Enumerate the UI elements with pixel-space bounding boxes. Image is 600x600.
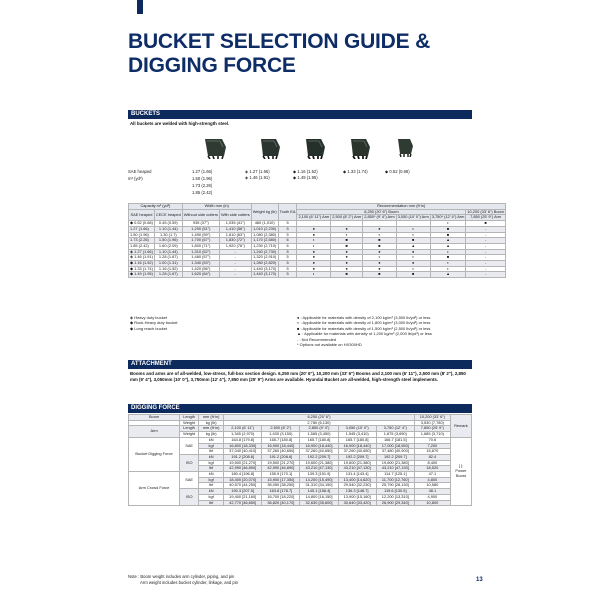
bucket-table-cell: ■ [396, 238, 430, 244]
bucket-cap-rock2: ◆ 1.33 (1.74) [343, 169, 368, 174]
force-cell: 42,770 [46,650] [224, 500, 262, 506]
legend-not-rec: - : Not Recommended [297, 336, 337, 342]
th-capacity: Capacity m³ (yd³) [129, 204, 183, 210]
force-cell: 163.8 [178.7] [262, 489, 300, 495]
th-boom-6250: 6,250 (20' 6") Boom [297, 209, 466, 215]
force-cell: 10,580 [414, 483, 450, 489]
bucket-table [128, 203, 506, 278]
bucket-table-cell: 5 [278, 272, 297, 278]
force-cell: 18,520 [414, 466, 450, 472]
bucket-table-cell: ● [396, 249, 430, 255]
force-cell: 36,820 [40,170] [262, 500, 300, 506]
bucket-cap-2: 1.50 (1.96) [192, 176, 213, 181]
bucket-table-cell: 1,240 (2,730) [253, 248, 277, 254]
arm-weight: 1,565 (3,450) [300, 432, 338, 438]
digging-table [128, 414, 472, 506]
bucket-sae-label: SAE heaped [128, 169, 152, 174]
force-cell: kgf [199, 460, 224, 466]
bucket-rock-heavy-duty-2 [340, 137, 380, 159]
force-cell: kgf [199, 477, 224, 483]
arm-length: 2,850 (9' 4") [300, 426, 338, 432]
bucket-table-row [129, 272, 506, 278]
force-cell: 19,600 [21,380] [376, 460, 414, 466]
legend-2100: ● : Applicable for materials with density of 2,100 kg/m³ (3,500 lb/yd³) or less [297, 315, 431, 320]
bucket-table-cell: - [466, 226, 506, 232]
bucket-cap-rock: ◆ 1.16 (1.52) ◆ 1.49 (1.95) [293, 169, 318, 180]
bucket-table-cell: 1,830 (72") [219, 238, 251, 244]
bucket-table-cell: - [219, 266, 251, 272]
bucket-table-cell: ◐ [297, 272, 331, 278]
force-cell: 48.1 [414, 489, 450, 495]
th-arm: 2,100 (6' 11") Arm [298, 214, 330, 220]
bucket-table-cell: ● [297, 232, 331, 238]
force-cell: 32,630 [35,600] [300, 500, 338, 506]
bucket-table-cell: ◆ 1.16 (1.52) [130, 260, 153, 266]
arm-label: Arm [129, 426, 180, 437]
bucket-table-cell: ■ [430, 226, 466, 232]
digging-section-header: DIGGING FORCE [128, 404, 472, 413]
bucket-table-cell: - [466, 255, 506, 261]
force-cell: 114.7 [125.1] [376, 472, 414, 478]
force-cell: 8,400 [414, 460, 450, 466]
force-cell: 37,040 [40,410] [224, 449, 262, 455]
weight-label: Weight [180, 420, 199, 426]
bucket-table-cell: 5 [278, 221, 297, 227]
force-cell: kN [199, 489, 224, 495]
bucket-table-cell: 5 [278, 226, 297, 232]
bucket-table-cell: ■ [466, 221, 506, 227]
bucket-images [195, 137, 465, 165]
force-cell: 26,900 [29,340] [376, 500, 414, 506]
bucket-table-cell: 5 [278, 261, 297, 267]
bucket-table-cell: - [466, 266, 506, 272]
bucket-table-cell: 1,440 (3,170) [253, 265, 277, 271]
force-cell: 190.3 [207.5] [224, 489, 262, 495]
force-cell: lbf [199, 449, 224, 455]
force-cell: kN [199, 437, 224, 443]
bucket-table-cell: 1,610 (63") [219, 232, 251, 238]
bucket-table-cell: ● [297, 226, 331, 232]
force-cell: 29,540 [32,230] [338, 483, 376, 489]
force-standard: SAE [180, 437, 199, 454]
force-cell: 136.3 [148.7] [338, 489, 376, 495]
arm-length: 3,050 (10' 0") [338, 426, 376, 432]
bucket-table-cell: 1,340 (53") [182, 261, 219, 267]
th-arm: 3,050 (10' 0") Arm [397, 214, 429, 220]
force-cell: 13,900 [15,160] [338, 494, 376, 500]
buckets-note: All buckets are welded with high-strength steel. [130, 121, 230, 126]
force-cell: 25,790 [28,130] [376, 483, 414, 489]
force-cell: 155.9 [170.1] [262, 472, 300, 478]
bucket-table-cell: ◐ [396, 255, 430, 261]
bucket-table-cell: 1,280 (2,820) [253, 260, 277, 266]
unit-mm: mm (ft·in) [199, 426, 224, 432]
force-cell: 82.4 [414, 454, 450, 460]
force-cell: 43,210 [47,130] [376, 466, 414, 472]
force-cell: 37,260 [40,650] [338, 449, 376, 455]
th-tooth: Tooth EA [278, 204, 297, 221]
force-cell: 14,800 [16,150] [300, 494, 338, 500]
bucket-table-cell: ● [363, 261, 396, 267]
bucket-table-cell: ● [331, 249, 363, 255]
bucket-table-cell: ● [363, 226, 396, 232]
footnote-1: Note : Boom weight includes arm cylinder, piping, and pin [128, 574, 235, 579]
bucket-table-cell: ◆ 0.52 (0.68) [130, 220, 153, 226]
force-cell: 16,800 [18,330] [224, 443, 262, 449]
force-cell: 16,700 [18,220] [262, 494, 300, 500]
force-cell: 19,600 [21,380] [300, 460, 338, 466]
bucket-table-cell: 1.28 (1.67) [154, 255, 182, 261]
bucket-table-cell: 1,010 (2,230) [253, 225, 277, 231]
bucket-table-cell: ■ [331, 238, 363, 244]
bucket-table-cell: ● [363, 249, 396, 255]
bucket-table-cell: ■ [363, 238, 396, 244]
bucket-table-cell: ■ [363, 272, 396, 278]
legend-options: * Options not available on HX300HD [297, 342, 362, 348]
force-cell: 30,640 [33,420] [338, 500, 376, 506]
bucket-table-cell: 1,700 (67") [182, 238, 219, 244]
force-cell: 165.7 [180.8] [262, 437, 300, 443]
bucket-table-cell: 1.73 (2.26) [129, 238, 155, 244]
bucket-cap-4: 1.85 (2.42) [192, 190, 213, 195]
force-cell: 11,700 [12,760] [376, 477, 414, 483]
legend-rock: ◆ Rock-Heavy duty bucket [130, 320, 178, 326]
bucket-table-cell: 1.27 (1.66) [129, 226, 155, 232]
bucket-cap-1: 1.27 (1.66) [192, 169, 213, 174]
force-cell: 13,400 [14,620] [338, 477, 376, 483]
bucket-table-cell: ● [297, 249, 331, 255]
force-cell: lbf [199, 483, 224, 489]
force-cell: 4,800 [414, 477, 450, 483]
bucket-unit-label: m³ (yd³) [128, 176, 143, 181]
length-label: Length [180, 426, 199, 432]
arm-weight: 1,430 (3,150) [262, 432, 300, 438]
bucket-table-cell: 5 [278, 249, 297, 255]
force-cell: 164.8 [179.8] [224, 437, 262, 443]
force-cell: 131.4 [143.4] [338, 472, 376, 478]
bucket-table-cell: ● [297, 266, 331, 272]
bucket-table-cell: 1.28 (1.67) [154, 272, 182, 278]
bucket-table-cell: 1.00 (1.31) [154, 261, 182, 267]
bucket-table-cell: 1,620 (64") [182, 272, 219, 278]
bucket-cap-heavy: ◈ 1.27 (1.66) ◈ 1.46 (1.91) [245, 169, 270, 180]
bucket-table-cell: ◈ 1.27 (1.66) [130, 248, 153, 254]
bucket-table-cell: ■ [363, 243, 396, 249]
force-cell: 145.1 [158.4] [300, 489, 338, 495]
legend-1200: ▲ : Applicable for materials with density of 1,200 kg/m³ (2,000 lb/yd³) or less [297, 331, 432, 337]
bucket-table-cell: ■ [396, 272, 430, 278]
bucket-table-cell: 1.10 (1.44) [154, 226, 182, 232]
boom-10200: 10,200 (33' 6") [414, 415, 450, 421]
boom-6250: 6,250 (20' 6") [224, 415, 415, 421]
bucket-table-cell: - [219, 249, 251, 255]
force-cell: 43,210 [47,130] [338, 466, 376, 472]
force-cell: 35,050 [38,250] [262, 483, 300, 489]
th-boom-10200: 10,200 (33' 6") Boom [467, 208, 504, 214]
bucket-table-cell: 1,230 (2,710) [253, 242, 277, 248]
bucket-table-cell: ● [297, 261, 331, 267]
bucket-table-cell: ■ [331, 243, 363, 249]
arm-length: 3,750 (12' 4") [376, 426, 414, 432]
title-line-2: DIGGING FORCE [128, 54, 296, 77]
bucket-table-cell: ■ [331, 272, 363, 278]
bucket-table-cell: 1,290 (51") [182, 226, 219, 232]
bucket-table-cell: 5 [278, 232, 297, 238]
force-cell: 180.4 [196.8] [224, 472, 262, 478]
bucket-table-cell: 1,410 (56") [219, 226, 251, 232]
force-cell: 37,480 [40,900] [376, 449, 414, 455]
unit-kg: kg (lb) [199, 432, 224, 438]
bucket-table-cell: ● [396, 261, 430, 267]
force-cell: 119.6 [130.5] [376, 489, 414, 495]
bucket-table-cell: - [466, 238, 506, 244]
bucket-table-cell: 1,310 (52") [182, 249, 219, 255]
bucket-table-cell: - [466, 232, 506, 238]
th-with: With side cutters [219, 209, 251, 220]
force-cell: lbf [199, 500, 224, 506]
bucket-table-cell: - [466, 243, 506, 249]
bucket-table-cell: ◐ [396, 226, 430, 232]
arm-length: 2,100 (6' 11") [224, 426, 262, 432]
bucket-table-cell: 0.45 (0.59) [154, 221, 182, 227]
bucket-table-cell: - [466, 249, 506, 255]
bucket-table-cell: 460 (1,010) [251, 221, 278, 227]
force-cell: 16,900 [18,440] [338, 443, 376, 449]
bucket-table-cell: 1.60 (2.09) [154, 243, 182, 249]
bucket-table-cell: ◐ [430, 221, 466, 227]
th-recommendation: Recommendation mm (ft·in) [297, 204, 505, 210]
page-title [128, 30, 548, 78]
bucket-table-cell: ◐ [430, 266, 466, 272]
force-standard: SAE [180, 472, 199, 489]
bucket-table-cell: 1.10 (1.44) [154, 249, 182, 255]
bucket-table-cell: ◐ [297, 243, 331, 249]
bucket-table-cell: 1.30 (1.7) [154, 232, 182, 238]
force-cell: 40,570 [44,250] [224, 483, 262, 489]
boom-weight: 2,780 (6,130) [224, 420, 415, 426]
force-standard: ISO [180, 489, 199, 506]
bucket-long-reach [385, 137, 425, 157]
force-cell: 16,900 [18,440] [300, 443, 338, 449]
force-cell: 18,400 [20,070] [224, 477, 262, 483]
force-cell: 4,900 [414, 494, 450, 500]
bucket-table-cell: ● [297, 255, 331, 261]
force-cell: 191.2 [208.6] [224, 454, 262, 460]
bucket-table-cell: 6 [278, 238, 297, 244]
bucket-table-cell: 1,800 (71") [182, 243, 219, 249]
bucket-heavy-duty [250, 137, 290, 159]
bucket-icon [303, 137, 327, 159]
th-sae: SAE heaped [129, 209, 155, 220]
force-cell: 31,310 [34,150] [300, 483, 338, 489]
force-cell: 17,000 [18,550] [376, 443, 414, 449]
bucket-table-cell: ▲ [396, 243, 430, 249]
force-cell: kgf [199, 494, 224, 500]
force-cell: 165.7 [180.8] [338, 437, 376, 443]
bucket-table-cell: ■ [430, 255, 466, 261]
bucket-table-cell: ◐ [363, 232, 396, 238]
force-cell: 37,260 [40,650] [300, 449, 338, 455]
force-cell: kN [199, 472, 224, 478]
top-bar [0, 0, 600, 14]
bucket-table-cell: - [466, 261, 506, 267]
bucket-table-cell: ▲ [430, 238, 466, 244]
legend-long: ◆ Long reach bucket [130, 325, 168, 331]
bucket-table-cell: 1,035 (41") [219, 221, 251, 227]
bucket-table-cell: 1.85 (2.42) [129, 243, 155, 249]
th-arm: 7,850 (25' 9") Arm [466, 215, 506, 221]
bucket-table-cell: 1,420 (56") [182, 266, 219, 272]
bucket-table-cell: - [219, 272, 251, 278]
bucket-icon [348, 137, 372, 159]
force-cell: 192.2 [209.7] [338, 454, 376, 460]
th-arm: 2,850* (9' 4") Arm [364, 214, 395, 220]
bucket-table-cell: ◐ [396, 232, 430, 238]
remark-label: Remark [450, 415, 471, 438]
force-cell: 19,600 [21,380] [338, 460, 376, 466]
force-standard: ISO [180, 454, 199, 471]
force-cell: 10,800 [414, 500, 450, 506]
boom-10200-weight: 3,530 (7,780) [414, 420, 450, 426]
arm-weight: 1,675 (3,690) [376, 432, 414, 438]
force-cell: 70.6 [414, 437, 450, 443]
force-cell: 191.2 [208.6] [262, 454, 300, 460]
bucket-cap-long: ◆ 0.52 (0.68) [385, 169, 410, 174]
force-cell: 192.2 [209.7] [376, 454, 414, 460]
bucket-table-cell: 1,460 (57") [182, 255, 219, 261]
force-cell: 19,500 [21,270] [262, 460, 300, 466]
force-cell: kgf [199, 443, 224, 449]
buckets-section-header: BUCKETS [128, 110, 472, 119]
force-group-label: Bucket Digging Force [129, 437, 180, 471]
force-cell: 166.7 [181.5] [376, 437, 414, 443]
bucket-table-cell: 1.50 (1.96) [129, 232, 155, 238]
bucket-table-cell: ● [331, 255, 363, 261]
arm-weight: 1,685 (3,710) [414, 432, 450, 438]
length-label: Length [180, 415, 199, 421]
top-accent-mark [137, 0, 143, 14]
force-cell: 14,200 [15,490] [300, 477, 338, 483]
bucket-table-cell: 1,170 (2,580) [253, 237, 277, 243]
force-cell: 139.3 [151.9] [300, 472, 338, 478]
bucket-rock-heavy-duty [295, 137, 335, 159]
th-weight: Weight kg (lb) [251, 204, 278, 221]
unit-kg: kg (lb) [199, 420, 224, 426]
bucket-table-cell: - [466, 272, 506, 278]
bucket-table-cell: 1,320 (2,910) [253, 254, 277, 260]
arm-length: 2,500 (8' 2") [262, 426, 300, 432]
bucket-table-cell: ◐ [430, 249, 466, 255]
force-cell: 7,200 [414, 443, 450, 449]
legend-heavy: ◈ Heavy duty bucket [130, 315, 168, 320]
bucket-table-cell: ◐ [297, 238, 331, 244]
force-cell: 12,200 [13,310] [376, 494, 414, 500]
bucket-table-cell: ◆ 1.49 (1.95) [130, 271, 153, 277]
force-cell: 43,210 [47,130] [300, 466, 338, 472]
bucket-icon [202, 137, 228, 159]
legend-1800: ◐ : Applicable for materials with density of 1,800 kg/m³ (3,000 lb/yd³) or less [297, 320, 431, 326]
bucket-table-cell: 1.50 (1.96) [154, 238, 182, 244]
bucket-table-cell: 935 (37") [182, 221, 219, 227]
legend-1500: ■ : Applicable for materials with density of 1,500 kg/m³ (2,500 lb/yd³) or less [297, 325, 431, 331]
bucket-table-cell: ● [331, 261, 363, 267]
bucket-table-cell: 1.16 (1.52) [154, 266, 182, 272]
footnote-2: Arm weight includes bucket cylinder, linkage, and pin [140, 580, 238, 585]
th-cece: CECE heaped [154, 209, 182, 220]
unit-mm: mm (ft·in) [199, 415, 224, 421]
bucket-table-cell: ◐ [430, 261, 466, 267]
boom-label: Boom [129, 415, 180, 421]
power-boost-remark: [ ]: Power Boost [450, 437, 471, 505]
bucket-cap-3: 1.73 (2.26) [192, 183, 213, 188]
bucket-table-cell: 5 [278, 266, 297, 272]
force-cell: 42,990 [46,890] [262, 466, 300, 472]
force-cell: 165.7 [180.8] [300, 437, 338, 443]
attachment-text: Booms and arms are of all-welded, low-stress, full-box section design. 6,250 mm (20' 6"), 10,200 mm (33' 6") Booms and 2,100 mm (6' 11"), 2,500 mm (8' 2"), 2,850 mm (9' 4"), 3,050mm (10' 0"), 3,750mm (12' 4"), 7,850 mm (25' 9") Arms are available. Hyundai Bucket are all-welded, high-strength steel implements. [130, 371, 466, 382]
arm-length: 7,850 (25' 9") [414, 426, 450, 432]
bucket-table-cell: ● [331, 226, 363, 232]
bucket-table-cell: 1,440 (3,170) [253, 271, 277, 277]
th-without: Without side cutters [182, 209, 219, 220]
bucket-table-cell: ▲ [430, 243, 466, 249]
bucket-table-cell: ◐ [363, 255, 396, 261]
force-cell: 47.1 [414, 472, 450, 478]
bucket-icon [258, 137, 282, 159]
bucket-table-cell: ● [331, 266, 363, 272]
bucket-table-cell: 1,490 (59") [182, 232, 219, 238]
th-arm: 2,500 (8' 2") Arm [332, 214, 362, 220]
arm-weight: 1,545 (3,410) [338, 432, 376, 438]
bucket-table-cell: ◆ 1.33 (1.74) [130, 265, 153, 271]
force-cell: 16,900 [18,440] [262, 443, 300, 449]
bucket-table-cell: ● [363, 266, 396, 272]
bucket-table-cell: ◈ 1.46 (1.91) [130, 254, 153, 260]
force-cell: 15,900 [17,350] [262, 477, 300, 483]
page-number: 13 [476, 577, 483, 583]
bucket-table-cell: - [219, 255, 251, 261]
legend-left [130, 315, 178, 331]
bucket-table-cell: ■ [430, 232, 466, 238]
bucket-table-cell: 5 [278, 255, 297, 261]
bucket-table-cell: - [219, 261, 251, 267]
force-cell: 15,870 [414, 449, 450, 455]
bucket-table-cell: 1,080 (2,380) [253, 231, 277, 237]
force-cell: 42,990 [46,890] [224, 466, 262, 472]
th-arm: 3,750* (12' 4") Arm [431, 214, 465, 220]
weight-label: Weight [180, 432, 199, 438]
legend-right [297, 315, 432, 347]
bucket-table-cell: ◐ [396, 266, 430, 272]
bucket-table-cell: ▲ [430, 272, 466, 278]
bucket-table-cell: ◐ [331, 232, 363, 238]
bucket-table-cell: 1,920 (76") [219, 243, 251, 249]
bucket-table-cell: 6 [278, 243, 297, 249]
bucket-standard [195, 137, 235, 159]
force-cell: 192.2 [209.7] [300, 454, 338, 460]
force-cell: lbf [199, 466, 224, 472]
attachment-section-header: ATTACHMENT [128, 360, 472, 369]
force-cell: 19,500 [21,270] [224, 460, 262, 466]
force-group-label: Arm Crowd Force [129, 472, 180, 506]
force-cell: 37,260 [40,650] [262, 449, 300, 455]
force-cell: 19,400 [21,160] [224, 494, 262, 500]
title-line-1: BUCKET SELECTION GUIDE & [128, 30, 431, 53]
bucket-icon [395, 137, 415, 157]
arm-weight: 1,345 (2,970) [224, 432, 262, 438]
th-width: Width mm (in) [182, 204, 251, 210]
force-cell: kN [199, 454, 224, 460]
